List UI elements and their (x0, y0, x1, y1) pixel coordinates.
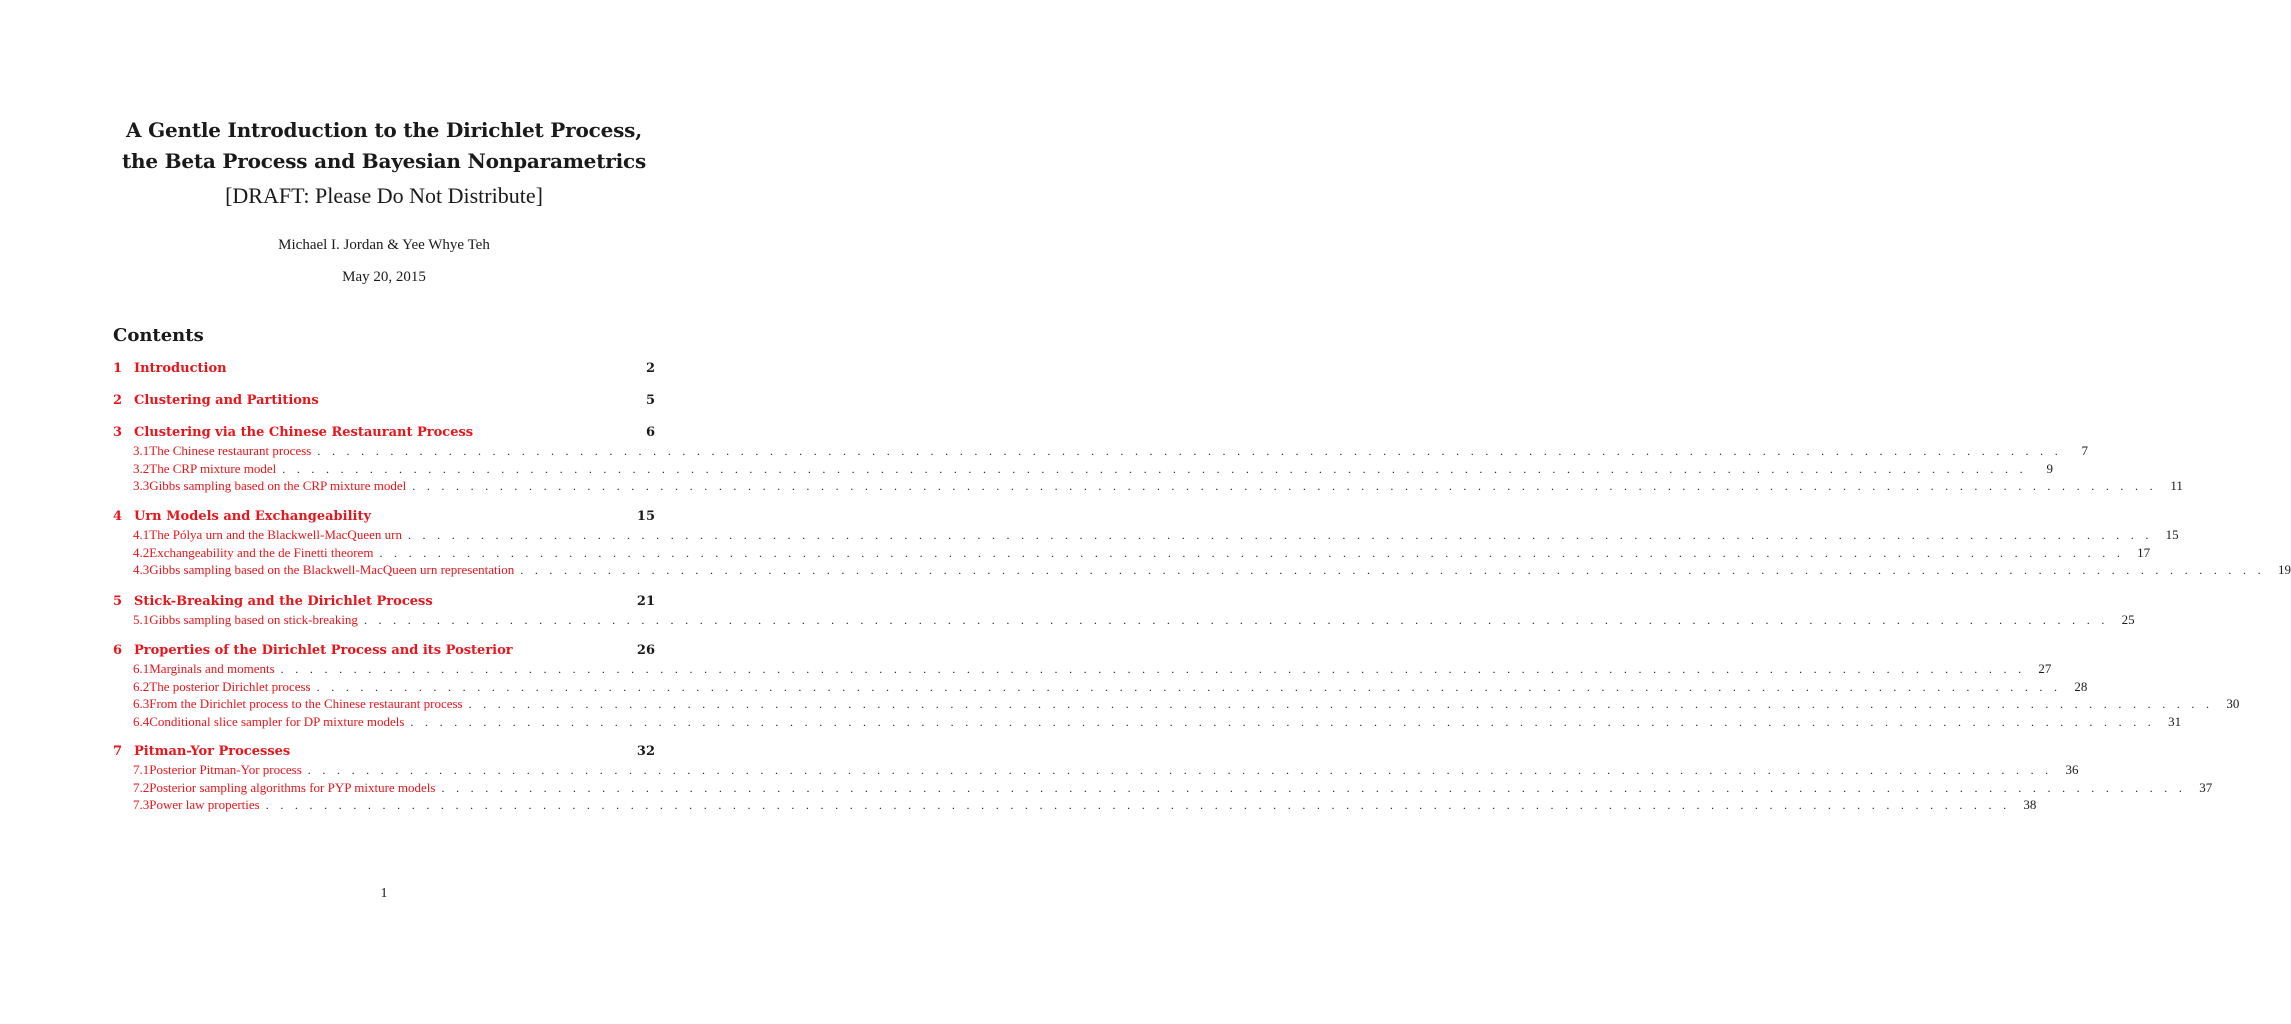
toc-leader-dots: . . . . . . . . . . . . . . . . . . . . . . . . . . . . . . . . . . . . . . . . . . . . . . . . . . . . . . . . . . . . . . . . . . . . . . . . . . . . . . . . . . . . . . . . . . . . . . . . . . . . . . . . . . . . . . . . . . . . . . . . (412, 479, 2157, 493)
toc-section-7[interactable] (113, 744, 655, 762)
toc-leader-dots: . . . . . . . . . . . . . . . . . . . . . . . . . . . . . . . . . . . . . . . . . . . . . . . . . . . . . . . . . . . . . . . . . . . . . . . . . . . . . . . . . . . . . . . . . . . . . . . . . . . . . . . . . . . . . . . . . . . . . . . . (468, 697, 2214, 711)
toc-subsection-page: 9 (2046, 460, 2053, 476)
toc-subsection-title[interactable]: The Pólya urn and the Blackwell-MacQueen urn (149, 527, 402, 542)
toc-subsection-number: 6.1 (133, 661, 150, 676)
toc-subsection-title[interactable]: Gibbs sampling based on the CRP mixture model (149, 478, 407, 493)
toc-subsection-page: 15 (2165, 527, 2179, 542)
toc-subsection-title[interactable]: Exchangeability and the de Finetti theorem (149, 544, 374, 560)
toc-subsection-3.2[interactable] (113, 460, 2053, 479)
toc-subsection-title[interactable]: Power law properties (149, 797, 260, 812)
toc-section-title[interactable]: Stick-Breaking and the Dirichlet Process (134, 594, 433, 609)
toc-section-title[interactable]: Clustering via the Chinese Restaurant Process (134, 425, 474, 440)
draft-notice: [DRAFT: Please Do Not Distribute] (225, 183, 543, 208)
toc-subsection-title[interactable]: Marginals and moments (149, 661, 275, 676)
toc-section-number: 1 (113, 361, 123, 376)
toc-subsection-title[interactable]: From the Dirichlet process to the Chinese restaurant process (149, 696, 463, 711)
toc-subsection-4.1[interactable] (113, 527, 2179, 545)
toc-subsection-6.4[interactable] (113, 713, 2182, 732)
toc-subsection-number: 3.2 (133, 460, 150, 476)
toc-subsection-page: 37 (2199, 779, 2213, 795)
toc-subsection-6.3[interactable] (113, 696, 2240, 714)
toc-section-3[interactable] (113, 425, 655, 443)
authors: Michael I. Jordan & Yee Whye Teh (278, 237, 490, 253)
paper-title-line-1: A Gentle Introduction to the Dirichlet Process, (126, 118, 642, 142)
toc-subsection-number: 4.2 (133, 544, 150, 560)
toc-subsection-4.2[interactable] (113, 544, 2151, 563)
paper-title-line-2: the Beta Process and Bayesian Nonparametrics (121, 149, 647, 173)
toc-section-page: 26 (636, 643, 655, 658)
toc-subsection-4.3[interactable] (113, 562, 2291, 580)
toc-section-number: 3 (113, 425, 123, 440)
toc-subsection-page: 19 (2277, 562, 2291, 577)
table-of-contents (113, 0, 2291, 1024)
toc-subsection-title[interactable]: Gibbs sampling based on the Blackwell-MacQueen urn representation (149, 562, 515, 577)
toc-section-number: 6 (113, 643, 123, 658)
toc-subsection-page: 28 (2074, 678, 2088, 694)
toc-subsection-number: 4.1 (133, 527, 150, 542)
toc-section-number: 7 (113, 744, 123, 759)
toc-subsection-page: 17 (2137, 544, 2151, 560)
toc-subsection-page: 25 (2121, 612, 2135, 627)
toc-subsection-3.3[interactable] (113, 478, 2183, 496)
toc-subsection-title[interactable]: Posterior Pitman-Yor process (149, 762, 302, 777)
toc-subsection-number: 5.1 (133, 612, 150, 627)
toc-subsection-number: 3.1 (133, 443, 150, 458)
toc-section-number: 4 (113, 509, 123, 524)
toc-leader-dots: . . . . . . . . . . . . . . . . . . . . . . . . . . . . . . . . . . . . . . . . . . . . . . . . . . . . . . . . . . . . . . . . . . . . . . . . . . . . . . . . . . . . . . . . . . . . . . . . . . . . . . . . . . . . . . . . . . . . . . . . (265, 798, 2011, 812)
toc-leader-dots: . . . . . . . . . . . . . . . . . . . . . . . . . . . . . . . . . . . . . . . . . . . . . . . . . . . . . . . . . . . . . . . . . . . . . . . . . . . . . . . . . . . . . . . . . . . . . . . . . . . . . . . . . . . . . . . . . . . . . . . . (410, 714, 2156, 729)
toc-section-page: 32 (636, 744, 655, 759)
toc-section-title[interactable]: Urn Models and Exchangeability (134, 509, 372, 524)
toc-section-6[interactable] (113, 643, 655, 661)
toc-leader-dots: . . . . . . . . . . . . . . . . . . . . . . . . . . . . . . . . . . . . . . . . . . . . . . . . . . . . . . . . . . . . . . . . . . . . . . . . . . . . . . . . . . . . . . . . . . . . . . . . . . . . . . . . . . . . . . . . . . . . . . . . (407, 528, 2153, 542)
toc-leader-dots: . . . . . . . . . . . . . . . . . . . . . . . . . . . . . . . . . . . . . . . . . . . . . . . . . . . . . . . . . . . . . . . . . . . . . . . . . . . . . . . . . . . . . . . . . . . . . . . . . . . . . . . . . . . . . . . . . . . . . . . . (520, 563, 2265, 577)
toc-section-title[interactable]: Clustering and Partitions (134, 393, 319, 408)
page-number: 1 (380, 886, 388, 901)
toc-section-number: 5 (113, 594, 123, 609)
toc-section-page: 5 (645, 393, 655, 408)
toc-section-4[interactable] (113, 509, 655, 527)
toc-leader-dots: . . . . . . . . . . . . . . . . . . . . . . . . . . . . . . . . . . . . . . . . . . . . . . . . . . . . . . . . . . . . . . . . . . . . . . . . . . . . . . . . . . . . . . . . . . . . . . . . . . . . . . . . . . . . . . . . . . . . . . . . (379, 545, 2125, 560)
toc-section-title[interactable]: Pitman-Yor Processes (134, 744, 291, 759)
toc-subsection-title[interactable]: The Chinese restaurant process (149, 443, 312, 458)
toc-subsection-number: 7.2 (133, 779, 150, 795)
toc-section-5[interactable] (113, 594, 655, 612)
toc-subsection-7.2[interactable] (113, 779, 2213, 798)
toc-subsection-title[interactable]: The CRP mixture model (149, 460, 277, 476)
toc-subsection-3.1[interactable] (113, 443, 2089, 461)
toc-subsection-7.3[interactable] (113, 797, 2037, 815)
toc-subsection-number: 6.3 (133, 696, 150, 711)
toc-section-page: 15 (636, 509, 655, 524)
toc-subsection-title[interactable]: Posterior sampling algorithms for PYP mixture models (149, 779, 436, 795)
toc-subsection-number: 6.2 (133, 678, 150, 694)
toc-subsection-number: 7.1 (133, 762, 150, 777)
toc-section-page: 21 (636, 594, 655, 609)
toc-section-2[interactable] (113, 393, 655, 411)
toc-subsection-title[interactable]: The posterior Dirichlet process (149, 678, 311, 694)
toc-subsection-6.2[interactable] (113, 678, 2088, 697)
toc-leader-dots: . . . . . . . . . . . . . . . . . . . . . . . . . . . . . . . . . . . . . . . . . . . . . . . . . . . . . . . . . . . . . . . . . . . . . . . . . . . . . . . . . . . . . . . . . . . . . . . . . . . . . . . . . . . . . . . . . . . . . . . . (307, 763, 2053, 777)
toc-subsection-title[interactable]: Conditional slice sampler for DP mixture models (149, 713, 405, 729)
toc-subsection-6.1[interactable] (113, 661, 2052, 679)
toc-subsection-page: 30 (2226, 696, 2240, 711)
toc-leader-dots: . . . . . . . . . . . . . . . . . . . . . . . . . . . . . . . . . . . . . . . . . . . . . . . . . . . . . . . . . . . . . . . . . . . . . . . . . . . . . . . . . . . . . . . . . . . . . . . . . . . . . . . . . . . . . . . . . . . . . . . . (317, 444, 2063, 458)
toc-subsection-number: 7.3 (133, 797, 150, 812)
toc-subsection-title[interactable]: Gibbs sampling based on stick-breaking (149, 612, 358, 627)
toc-leader-dots: . . . . . . . . . . . . . . . . . . . . . . . . . . . . . . . . . . . . . . . . . . . . . . . . . . . . . . . . . . . . . . . . . . . . . . . . . . . . . . . . . . . . . . . . . . . . . . . . . . . . . . . . . . . . . . . . . . . . . . . . (280, 662, 2026, 676)
toc-section-title[interactable]: Properties of the Dirichlet Process and its Posterior (134, 643, 513, 658)
toc-leader-dots: . . . . . . . . . . . . . . . . . . . . . . . . . . . . . . . . . . . . . . . . . . . . . . . . . . . . . . . . . . . . . . . . . . . . . . . . . . . . . . . . . . . . . . . . . . . . . . . . . . . . . . . . . . . . . . . . . . . . . . . . (363, 613, 2109, 627)
toc-section-page: 6 (645, 425, 655, 440)
toc-section-page: 2 (645, 361, 655, 376)
contents-heading: Contents (113, 325, 204, 346)
toc-subsection-page: 38 (2023, 797, 2037, 812)
toc-section-number: 2 (113, 393, 123, 408)
toc-leader-dots: . . . . . . . . . . . . . . . . . . . . . . . . . . . . . . . . . . . . . . . . . . . . . . . . . . . . . . . . . . . . . . . . . . . . . . . . . . . . . . . . . . . . . . . . . . . . . . . . . . . . . . . . . . . . . . . . . . . . . . . . (282, 461, 2027, 476)
toc-leader-dots: . . . . . . . . . . . . . . . . . . . . . . . . . . . . . . . . . . . . . . . . . . . . . . . . . . . . . . . . . . . . . . . . . . . . . . . . . . . . . . . . . . . . . . . . . . . . . . . . . . . . . . . . . . . . . . . . . . . . . . . . (316, 679, 2062, 694)
toc-subsection-number: 4.3 (133, 562, 150, 577)
toc-leader-dots: . . . . . . . . . . . . . . . . . . . . . . . . . . . . . . . . . . . . . . . . . . . . . . . . . . . . . . . . . . . . . . . . . . . . . . . . . . . . . . . . . . . . . . . . . . . . . . . . . . . . . . . . . . . . . . . . . . . . . . . . (441, 780, 2187, 795)
toc-subsection-page: 36 (2065, 762, 2079, 777)
toc-subsection-number: 3.3 (133, 478, 150, 493)
toc-subsection-page: 31 (2168, 713, 2182, 729)
toc-subsection-page: 11 (2170, 478, 2183, 493)
toc-subsection-page: 7 (2081, 443, 2089, 458)
toc-subsection-page: 27 (2038, 661, 2052, 676)
toc-section-title[interactable]: Introduction (134, 361, 227, 376)
toc-subsection-7.1[interactable] (113, 762, 2079, 780)
publication-date: May 20, 2015 (342, 269, 426, 285)
toc-subsection-5.1[interactable] (113, 612, 2135, 630)
toc-section-1[interactable] (113, 361, 655, 379)
toc-subsection-number: 6.4 (133, 713, 150, 729)
